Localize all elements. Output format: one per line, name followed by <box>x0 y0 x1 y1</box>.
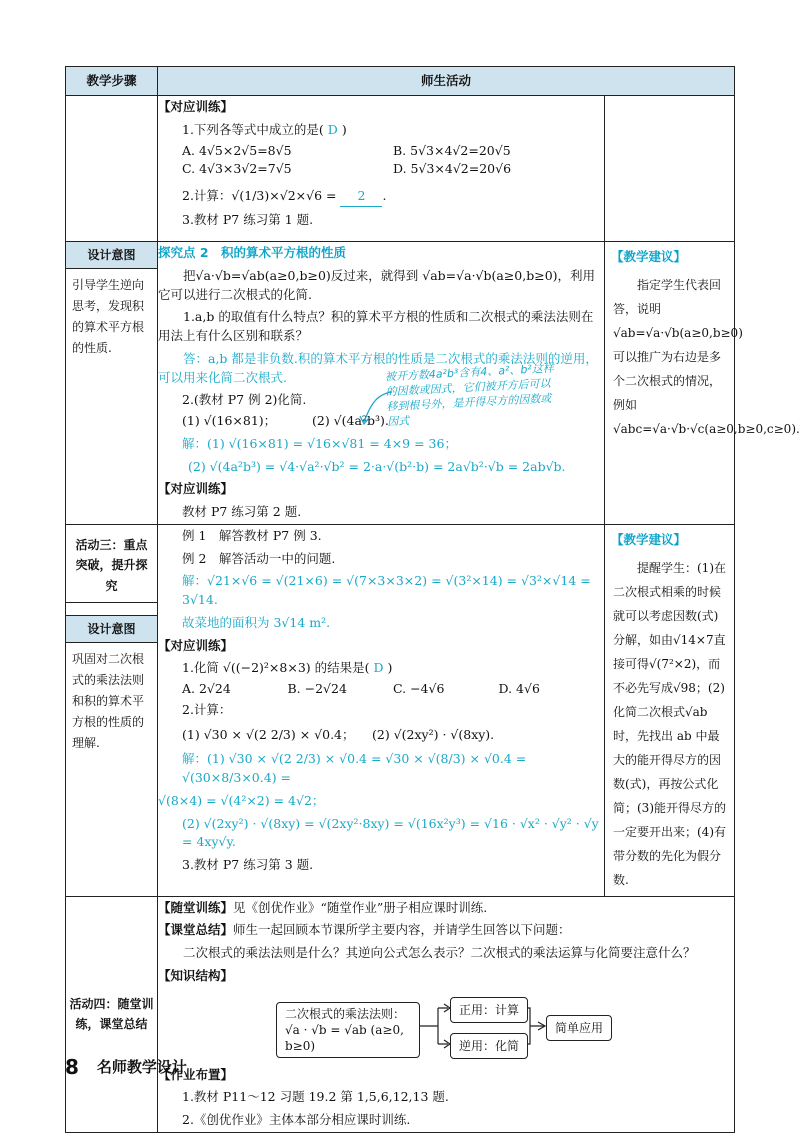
example2-solution-1: 解：(1) √(16×81) = √16×√81 = 4×9 = 36； <box>182 435 457 451</box>
training3-q2-item: (1) √30 × √(2 2/3) × √0.4； <box>182 726 355 742</box>
example2-head: 2.(教材 P7 例 2)化简. <box>182 392 307 408</box>
homework-2: 2.《创优作业》主体本部分相应课时训练. <box>182 1112 411 1127</box>
diagram-connectors <box>158 992 718 1062</box>
training3-q1-options <box>158 680 604 699</box>
q1-answer: D <box>327 121 338 137</box>
page-number: 8 <box>65 1055 79 1079</box>
row2-step-cell <box>66 242 158 525</box>
class-training: 【随堂训练】见《创优作业》“随堂作业”册子相应课时训练. <box>158 899 488 915</box>
q1-option: B. 5√3×4√2=20√5 <box>393 142 511 158</box>
q1-option: D. 5√3×4√2=20√6 <box>393 161 512 177</box>
training2-text: 教材 P7 练习第 2 题. <box>182 504 302 519</box>
training3-q1: 1.化简 √((−2)²×8×3) 的结果是( D ) <box>182 660 393 676</box>
activity3-label: 活动三：重点突破，提升探究 <box>66 525 157 603</box>
training3-q2-item: (2) √(2xy²) · √(8xy). <box>372 726 495 742</box>
explore-p1: 把√a·√b=√ab(a≥0,b≥0)反过来，就得到 √ab=√a·√b(a≥0,b≥0)，利用它可以进行二次根式的化简. <box>158 267 596 302</box>
class-summary: 【课堂总结】师生一起回顾本节课所学主要内容，并请学生回答以下问题： <box>158 922 571 938</box>
training3-option: C. −4√6 <box>393 681 445 696</box>
q1-options <box>158 142 604 180</box>
diagram-main-title: 二次根式的乘法法则： <box>285 1006 406 1021</box>
explore-p2: 1.a,b 的取值有什么特点？积的算术平方根的性质和二次根式的乘法法则在用法上有什么区别和联系？ <box>158 309 594 343</box>
explore-p2-answer: 答：a,b 都是非负数.积的算术平方根的性质是二次根式的乘法法则的逆用，可以用来化简二次根式. <box>158 350 598 385</box>
header-steps: 教学步骤 <box>66 67 158 96</box>
q3-text: 3.教材 P7 练习第 1 题. <box>182 211 314 227</box>
row3-side <box>605 524 735 896</box>
book-name: 名师教学设计 <box>96 1057 187 1076</box>
training3-solution-1b: √(8×4) = √(4²×2) = 4√2； <box>158 792 325 808</box>
row4-main <box>158 896 735 1132</box>
row1-side <box>605 96 735 242</box>
row3-step-cell <box>66 524 158 896</box>
explore-title: 探究点 2 积的算术平方根的性质 <box>158 245 347 260</box>
training-head: 【对应训练】 <box>158 99 234 114</box>
example1-text: 例 1 解答教材 P7 例 3. <box>182 527 322 543</box>
training2-head: 【对应训练】 <box>158 481 234 497</box>
training3-q3: 3.教材 P7 练习第 3 题. <box>182 857 314 872</box>
example2-text: 例 2 解答活动一中的问题. <box>182 550 336 566</box>
design-intent-head-2: 设计意图 <box>66 615 157 643</box>
training3-option: B. −2√24 <box>287 681 347 696</box>
q2-answer: 2 <box>340 187 382 207</box>
example2-item: (1) √(16×81)； <box>182 413 277 428</box>
teaching-advice-head-2: 【教学建议】 <box>611 531 687 547</box>
summary-questions: 二次根式的乘法法则是什么？其逆向公式怎么表示？二次根式的乘法运算与化简要注意什么？ <box>183 945 696 960</box>
teaching-advice-text-2: 提醒学生：(1)在二次根式相乘的时候就可以考虑因数(式)分解，如由√14×7直接可得√(7²×2)，而不必先写成√98；(2)化简二次根式√ab时，先找出 ab 中最大的能开得尽方的因数(式)，再按公式化简；(3)能开得尽方的一定要开出来；(4)有带分数的先化为假分数. <box>613 560 726 887</box>
knowledge-structure-head: 【知识结构】 <box>158 967 234 983</box>
row2-main <box>158 242 605 525</box>
training3-option: A. 2√24 <box>182 681 231 696</box>
q1-option: A. 4√5×2√5=8√5 <box>182 142 292 158</box>
homework-1: 1.教材 P11～12 习题 19.2 第 1,5,6,12,13 题. <box>182 1089 449 1105</box>
homework-head: 【作业布置】 <box>158 1066 234 1082</box>
example2-item: (2) √(4a²b³). <box>312 413 389 428</box>
training3-solution-1: 解：(1) √30 × √(2 2/3) × √0.4 = √30 × √(8/3) × √0.4 = √(30×8/3×0.4) = <box>182 751 527 785</box>
example2-solution: 解：√21×√6 = √(21×6) = √(7×3×3×2) = √(3²×14) = √3²×√14 = 3√14. <box>182 573 591 607</box>
activity4-label: 活动四：随堂训练，课堂总结 <box>66 896 158 1132</box>
handwritten-note: 被开方数4a²b³含有4、a²、b²这样的因数或因式，它们被开方后可以移到根号外，是开得尽方的因数或因式 <box>384 361 555 428</box>
diagram-main-formula: √a · √b = √ab (a≥0, b≥0) <box>285 1022 404 1053</box>
diagram-main-box <box>276 1002 420 1059</box>
row1-step-cell <box>66 96 158 242</box>
knowledge-diagram <box>158 992 734 1062</box>
training3-q2: 2.计算： <box>182 701 232 717</box>
diagram-apply-box: 简单应用 <box>546 1015 612 1041</box>
diagram-forward-box: 正用：计算 <box>450 997 528 1023</box>
teaching-advice-head: 【教学建议】 <box>611 249 687 264</box>
header-activities: 师生活动 <box>158 67 735 96</box>
design-intent-head: 设计意图 <box>66 242 157 269</box>
row1-main <box>158 96 605 242</box>
row2-side <box>605 242 800 525</box>
row3-main <box>158 524 605 896</box>
q1-option: C. 4√3×3√2=7√5 <box>182 161 292 177</box>
training3-solution-2: (2) √(2xy²) · √(8xy) = √(2xy²·8xy) = √(16x²y³) = √16 · √x² · √y² · √y = 4xy√y. <box>182 815 599 850</box>
training3-option: D. 4√6 <box>498 681 540 696</box>
design-intent-text: 引导学生逆向思考，发现积的算术平方根的性质. <box>72 278 145 355</box>
training3-head: 【对应训练】 <box>158 637 234 653</box>
diagram-reverse-box: 逆用：化简 <box>450 1033 528 1059</box>
q1-text: 1.下列各等式中成立的是( D ) <box>182 121 347 137</box>
design-intent-text-2: 巩固对二次根式的乘法法则和积的算术平方根的性质的理解. <box>72 651 145 750</box>
teaching-advice-text: 指定学生代表回答，说明 √ab=√a·√b(a≥0,b≥0) 可以推广为右边是多个二次根式的情况，例如 √abc=√a·√b·√c(a≥0,b≥0,c≥0). <box>613 277 800 436</box>
training3-q1-answer: D <box>373 660 384 676</box>
training3-q2-items <box>158 726 604 745</box>
q2-text: 2.计算：√(1/3)×√2×√6 = 2 . <box>158 185 604 209</box>
page-footer <box>65 1052 187 1082</box>
lesson-table <box>65 66 800 1133</box>
example2-solution-2: (2) √(4a²b³) = √4·√a²·√b² = 2·a·√(b²·b) = 2a√b²·√b = 2ab√b. <box>188 458 566 474</box>
example2-conclusion: 故菜地的面积为 3√14 m². <box>182 614 331 630</box>
